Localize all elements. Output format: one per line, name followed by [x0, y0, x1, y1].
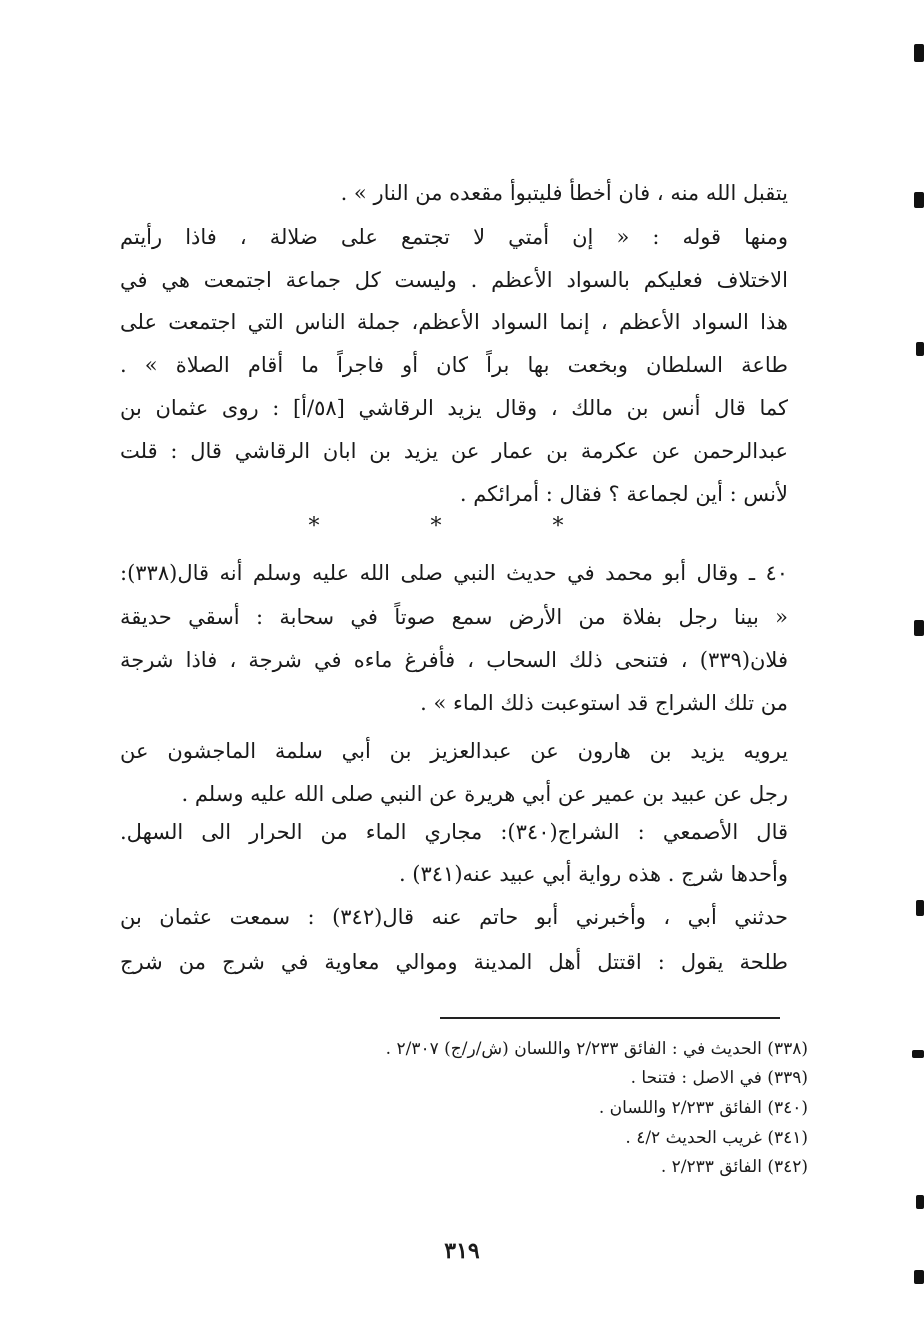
section-separator: * * * [308, 514, 616, 539]
body-line: من تلك الشراج قد استوعبت ذلك الماء » . [420, 691, 788, 715]
scan-edge-mark [912, 1050, 924, 1058]
body-line: حدثني أبي ، وأخبرني أبو حاتم عنه قال(٣٤٢) : سمعت عثمان بن [120, 905, 788, 929]
footnote: (٣٣٩) في الاصل : فتنحا . [630, 1068, 808, 1088]
footnote: (٣٤٠) الفائق ٢/٢٣٣ واللسان . [598, 1098, 808, 1118]
body-line: « بينا رجل بفلاة من الأرض سمع صوتاً في سحابة : أسقي حديقة [120, 605, 788, 629]
body-line: طلحة يقول : اقتتل أهل المدينة وموالي معاوية في شرج من شرج [120, 950, 788, 974]
scan-edge-mark [914, 192, 924, 208]
footnote: (٣٣٨) الحديث في : الفائق ٢/٢٣٣ واللسان (ش/ر/ج) ٢/٣٠٧ . [385, 1039, 808, 1059]
scan-edge-mark [914, 1270, 924, 1284]
footnote: (٣٤٢) الفائق ٢/٢٣٣ . [660, 1157, 808, 1177]
body-line: يرويه يزيد بن هارون عن عبدالعزيز بن أبي سلمة الماجشون عن [120, 739, 788, 763]
page-number: ٣١٩ [444, 1238, 480, 1264]
body-line: ٤٠ ـ وقال أبو محمد في حديث النبي صلى الله عليه وسلم أنه قال(٣٣٨): [120, 561, 788, 585]
scan-edge-mark [916, 900, 924, 916]
scan-edge-mark [914, 44, 924, 62]
body-line: عبدالرحمن عن عكرمة بن عمار عن يزيد بن ابان الرقاشي قال : قلت [120, 439, 788, 463]
body-line: لأنس : أين لجماعة ؟ فقال : أمرائكم . [459, 482, 788, 506]
body-line: كما قال أنس بن مالك ، وقال يزيد الرقاشي [٥٨/أ] : روى عثمان بن [120, 396, 788, 420]
body-line: رجل عن عبيد بن عمير عن أبي هريرة عن النبي صلى الله عليه وسلم . [181, 782, 788, 806]
body-line: قال الأصمعي : الشراج(٣٤٠): مجاري الماء من الحرار الى السهل. [120, 820, 788, 844]
scan-edge-mark [914, 620, 924, 636]
body-line: ومنها قوله : « إن أمتي لا تجتمع على ضلالة ، فاذا رأيتم [120, 225, 788, 249]
body-line: هذا السواد الأعظم ، إنما السواد الأعظم، جملة الناس التي اجتمعت على [120, 310, 788, 334]
footnote: (٣٤١) غريب الحديث ٤/٢ . [625, 1128, 808, 1148]
body-line: وأحدها شرج . هذه رواية أبي عبيد عنه(٣٤١) . [398, 862, 788, 886]
body-line: طاعة السلطان وبخعت بها براً كان أو فاجراً ما أقام الصلاة » . [120, 353, 788, 377]
body-line: الاختلاف فعليكم بالسواد الأعظم . وليست كل جماعة اجتمعت هي في [120, 268, 788, 292]
scan-edge-mark [916, 342, 924, 356]
footnote-rule [440, 1017, 780, 1019]
scan-edge-mark [916, 1195, 924, 1209]
body-line: فلان(٣٣٩) ، فتنحى ذلك السحاب ، فأفرغ ماءه في شرجة ، فاذا شرجة [120, 648, 788, 672]
body-line: يتقبل الله منه ، فان أخطأ فليتبوأ مقعده من النار » . [340, 181, 788, 205]
